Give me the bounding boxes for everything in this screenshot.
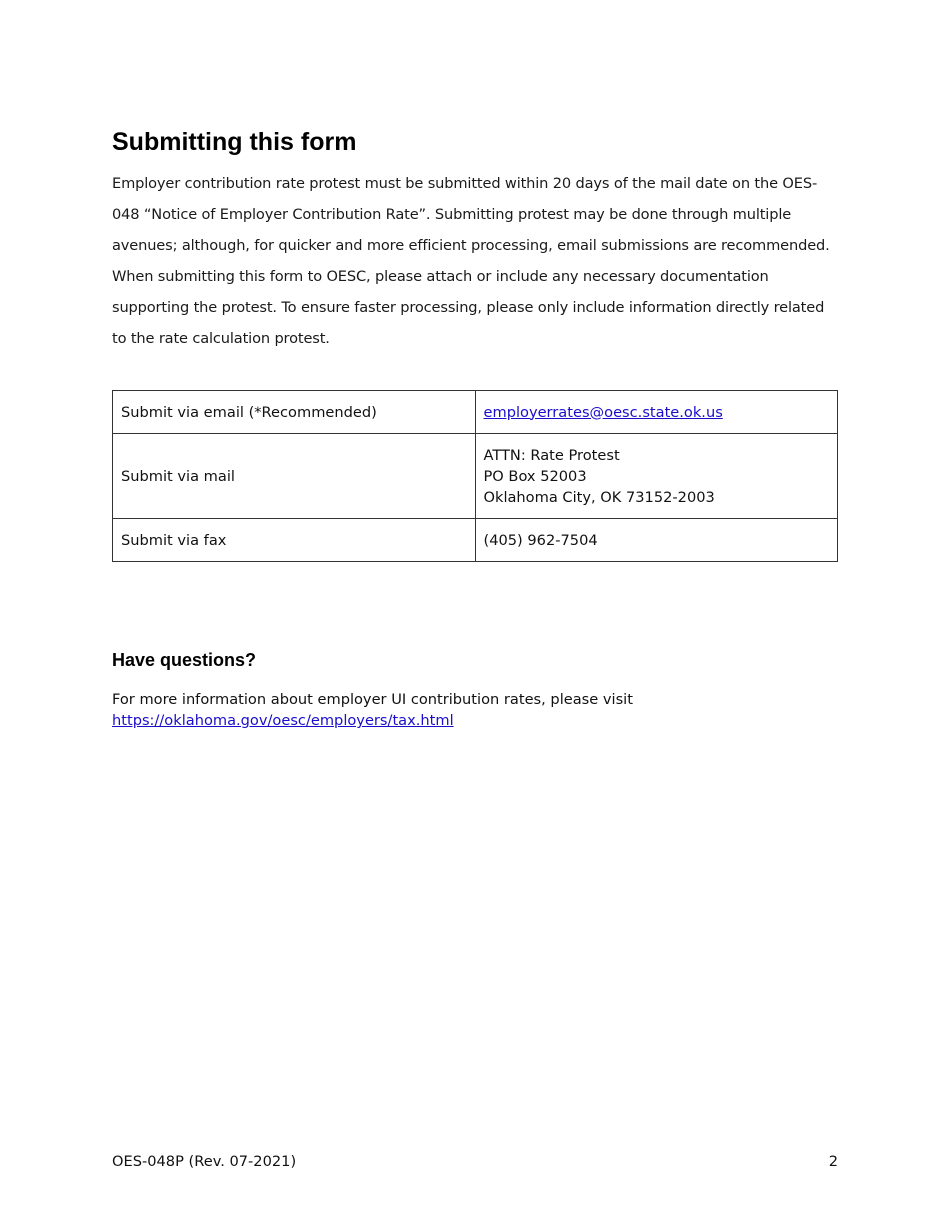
table-row-fax bbox=[113, 519, 838, 562]
submission-instructions: Employer contribution rate protest must be submitted within 20 days of the mail date on the OES-048 “Notice of Employer Contribution Rate”. Submitting protest may be done through multiple avenues; although, for quicker and more efficient processing, email submissions are recommended. When submitting this form to OESC, please attach or include any necessary documentation supporting the protest. To ensure faster processing, please only include information directly related to the rate calculation protest. bbox=[112, 175, 830, 347]
mail-address-cell bbox=[475, 434, 838, 519]
email-value-cell bbox=[475, 391, 838, 434]
fax-label-cell bbox=[113, 519, 476, 562]
mail-address-city: Oklahoma City, OK 73152-2003 bbox=[483, 488, 715, 506]
mail-label-cell bbox=[113, 434, 476, 519]
footer-page-number: 2 bbox=[828, 1153, 838, 1170]
table-row-email bbox=[113, 391, 838, 434]
email-label-cell bbox=[113, 391, 476, 434]
questions-info bbox=[112, 689, 633, 731]
table-row-mail bbox=[113, 434, 838, 519]
questions-text: For more information about employer UI contribution rates, please visit bbox=[112, 691, 633, 708]
email-link[interactable]: employerrates@oesc.state.ok.us bbox=[483, 403, 723, 421]
mail-address-po-box: PO Box 52003 bbox=[483, 467, 587, 485]
email-label: Submit via email (*Recommended) bbox=[121, 403, 377, 421]
fax-value-cell bbox=[475, 519, 838, 562]
mail-address-attn: ATTN: Rate Protest bbox=[483, 446, 620, 464]
mail-label: Submit via mail bbox=[121, 467, 235, 485]
footer-form-id: OES-048P (Rev. 07-2021) bbox=[112, 1153, 297, 1170]
fax-label: Submit via fax bbox=[121, 531, 227, 549]
tax-info-link[interactable]: https://oklahoma.gov/oesc/employers/tax.html bbox=[112, 712, 454, 729]
section-title-questions: Have questions? bbox=[112, 650, 257, 670]
submission-methods-table bbox=[112, 390, 838, 562]
section-title-submitting: Submitting this form bbox=[112, 128, 357, 156]
fax-number: (405) 962-7504 bbox=[483, 531, 598, 549]
